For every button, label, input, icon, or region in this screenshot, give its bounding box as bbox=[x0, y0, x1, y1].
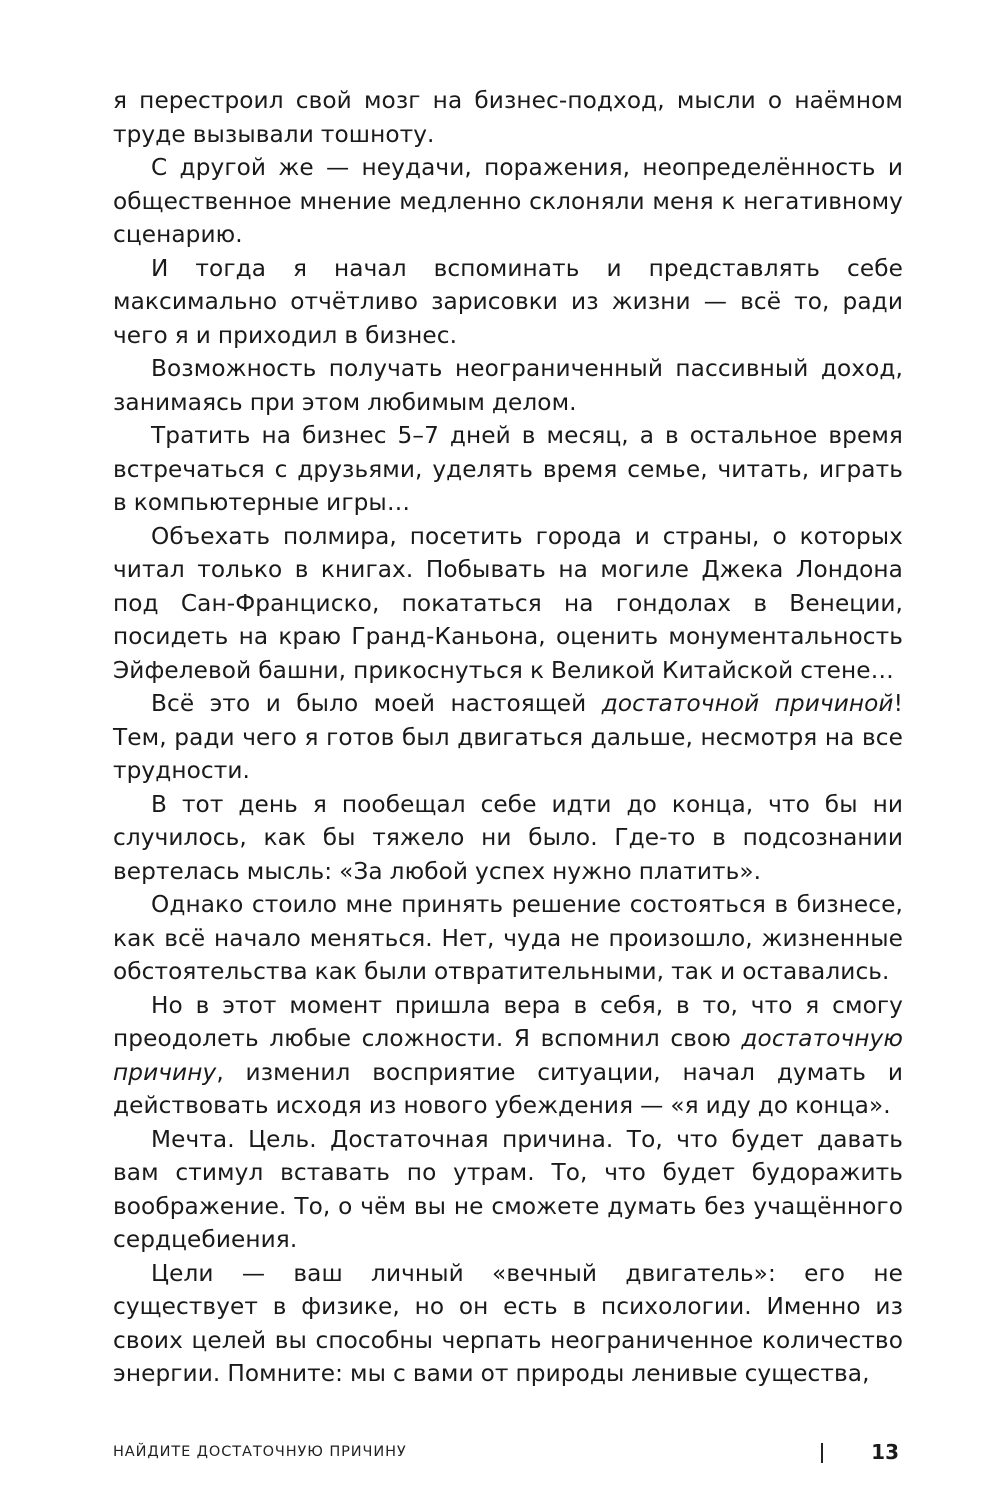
paragraph-text: Всё это и было моей настоящей bbox=[151, 690, 602, 717]
paragraph-text: , изменил восприятие ситуации, начал думать и действовать исходя из нового убеждения — «я иду до конца». bbox=[113, 1058, 903, 1119]
page-body-text bbox=[113, 84, 903, 1391]
paragraph-text: Тратить на бизнес 5–7 дней в месяц, а в остальное время встречаться с друзьями, уделять время семье, читать, играть в компьютерные игры… bbox=[113, 422, 903, 516]
paragraph-text: В тот день я пообещал себе идти до конца, что бы ни случилось, как бы тяжело ни было. Где-то в подсознании вертелась мысль: «За любой успех нужно платить». bbox=[113, 790, 903, 885]
paragraph bbox=[113, 788, 903, 889]
paragraph bbox=[113, 520, 903, 688]
italic-emphasis: достаточную причину bbox=[113, 1025, 903, 1086]
paragraph bbox=[113, 687, 903, 788]
paragraph-text: Однако стоило мне принять решение состояться в бизнесе, как всё начало меняться. Нет, чуда не произошло, жизненные обстоятельства как были отвратительными, так и оставались. bbox=[113, 891, 903, 985]
running-title: НАЙДИТЕ ДОСТАТОЧНУЮ ПРИЧИНУ bbox=[113, 1444, 407, 1460]
paragraph-text: Объехать полмира, посетить города и страны, о которых читал только в книгах. Побывать на могиле Джека Лондона под Сан-Франциско, покататься на гондолах в Венеции, посидеть на краю Гранд-Каньона, оценить монументальность Эйфелевой башни, прикоснуться к Великой Китайской стене… bbox=[113, 522, 903, 684]
paragraph bbox=[113, 1257, 903, 1391]
footer-separator bbox=[821, 1443, 823, 1463]
paragraph bbox=[113, 1123, 903, 1257]
paragraph bbox=[113, 352, 903, 419]
paragraph bbox=[113, 84, 903, 151]
page-footer bbox=[113, 1437, 903, 1467]
paragraph-text: я перестроил свой мозг на бизнес-подход, мысли о наёмном труде вызывали тошноту. bbox=[113, 87, 903, 148]
paragraph-text: С другой же — неудачи, поражения, неопределённость и общественное мнение медленно склоняли меня к негативному сценарию. bbox=[113, 154, 903, 248]
paragraph bbox=[113, 151, 903, 252]
italic-emphasis: достаточной причиной bbox=[601, 690, 894, 717]
paragraph bbox=[113, 989, 903, 1123]
paragraph-text: Мечта. Цель. Достаточная причина. То, что будет давать вам стимул вставать по утрам. То, что будет будоражить воображение. То, о чём вы не сможете думать без учащённого сердцебиения. bbox=[113, 1125, 903, 1253]
paragraph-text: Но в этот момент пришла вера в себя, в то, что я смогу преодолеть любые сложности. Я вспомнил свою bbox=[113, 991, 903, 1052]
paragraph bbox=[113, 888, 903, 989]
paragraph-text: Возможность получать неограниченный пассивный доход, занимаясь при этом любимым делом. bbox=[113, 355, 903, 416]
paragraph-text: ! Тем, ради чего я готов был двигаться дальше, несмотря на все трудности. bbox=[113, 690, 904, 784]
paragraph-text: И тогда я начал вспоминать и представлять себе максимально отчётливо зарисовки из жизни — всё то, ради чего я и приходил в бизнес. bbox=[113, 254, 903, 349]
paragraph bbox=[113, 419, 903, 520]
paragraph bbox=[113, 252, 903, 353]
page-number: 13 bbox=[871, 1440, 899, 1464]
paragraph-text: Цели — ваш личный «вечный двигатель»: его не существует в физике, но он есть в психологии. Именно из своих целей вы способны черпать неограниченное количество энергии. Помните: мы с вами от природы ленивые существа, bbox=[113, 1259, 903, 1387]
